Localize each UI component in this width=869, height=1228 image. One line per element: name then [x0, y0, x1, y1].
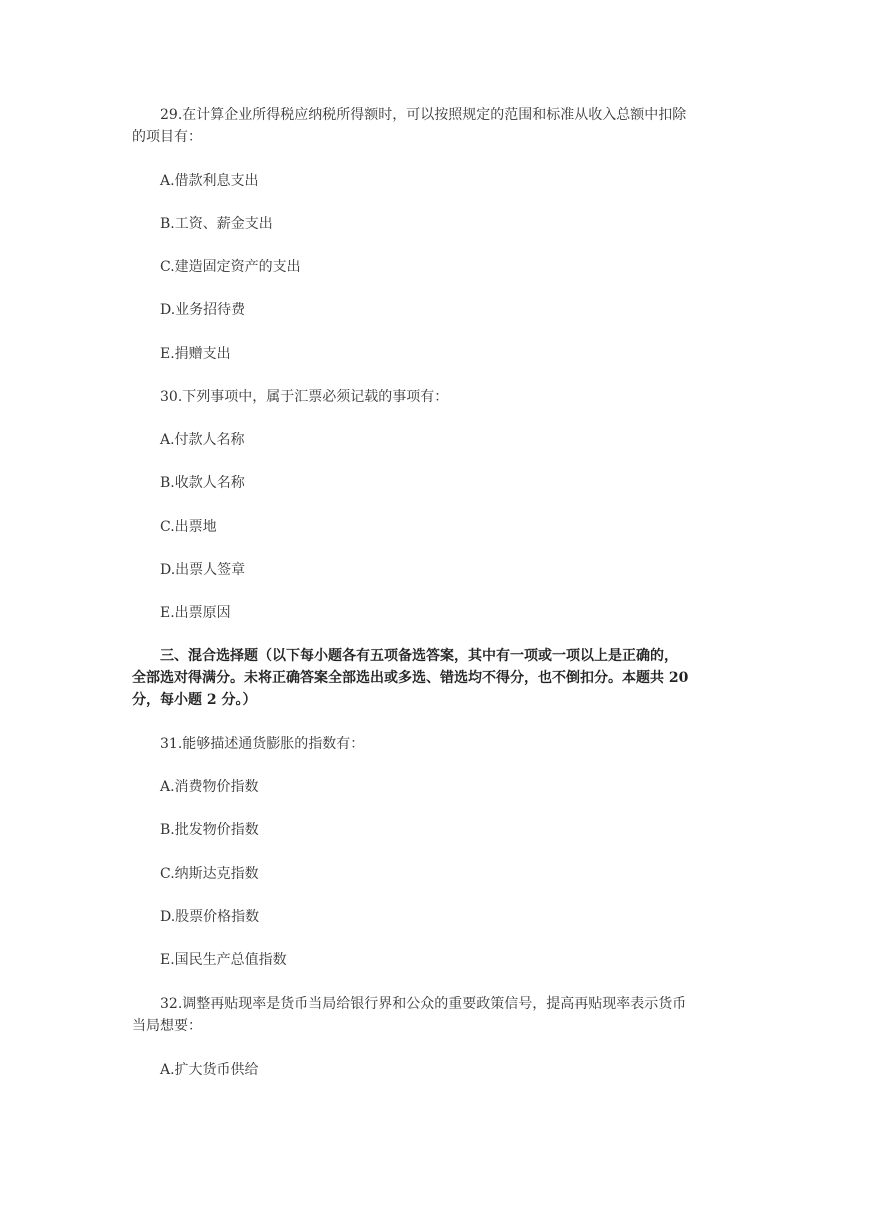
- question-30-option-b: B.收款人名称: [160, 475, 245, 491]
- question-32-stem-cont: 当局想要：: [132, 1018, 202, 1034]
- question-29-option-b: B.工资、薪金支出: [160, 216, 273, 232]
- question-31-stem: 31.能够描述通货膨胀的指数有：: [160, 736, 365, 752]
- question-30-stem: 30.下列事项中，属于汇票必须记载的事项有：: [160, 389, 449, 405]
- section-3-heading-end: 分，每小题 2 分。）: [132, 692, 257, 708]
- question-30-option-d: D.出票人签章: [160, 562, 246, 578]
- question-29-option-e: E.捐赠支出: [160, 346, 231, 362]
- question-29-option-c: C.建造固定资产的支出: [160, 259, 301, 275]
- question-31-option-d: D.股票价格指数: [160, 909, 260, 925]
- section-3-heading-cont: 全部选对得满分。未将正确答案全部选出或多选、错选均不得分，也不倒扣分。本题共 20: [132, 670, 689, 686]
- section-3-heading: 三、混合选择题（以下每小题各有五项备选答案，其中有一项或一项以上是正确的，: [160, 648, 678, 664]
- question-31-option-c: C.纳斯达克指数: [160, 866, 259, 882]
- question-29-stem-cont: 的项目有：: [132, 129, 202, 145]
- question-30-option-e: E.出票原因: [160, 605, 231, 621]
- question-32-stem: 32.调整再贴现率是货币当局给银行界和公众的重要政策信号，提高再贴现率表示货币: [160, 996, 687, 1012]
- question-30-option-c: C.出票地: [160, 519, 217, 535]
- question-32-option-a: A.扩大货币供给: [160, 1062, 259, 1078]
- question-31-option-e: E.国民生产总值指数: [160, 952, 287, 968]
- question-31-option-a: A.消费物价指数: [160, 779, 259, 795]
- question-29-stem: 29.在计算企业所得税应纳税所得额时，可以按照规定的范围和标准从收入总额中扣除: [160, 107, 687, 123]
- question-29-option-a: A.借款利息支出: [160, 173, 259, 189]
- question-31-option-b: B.批发物价指数: [160, 822, 259, 838]
- question-30-option-a: A.付款人名称: [160, 432, 245, 448]
- question-29-option-d: D.业务招待费: [160, 302, 246, 318]
